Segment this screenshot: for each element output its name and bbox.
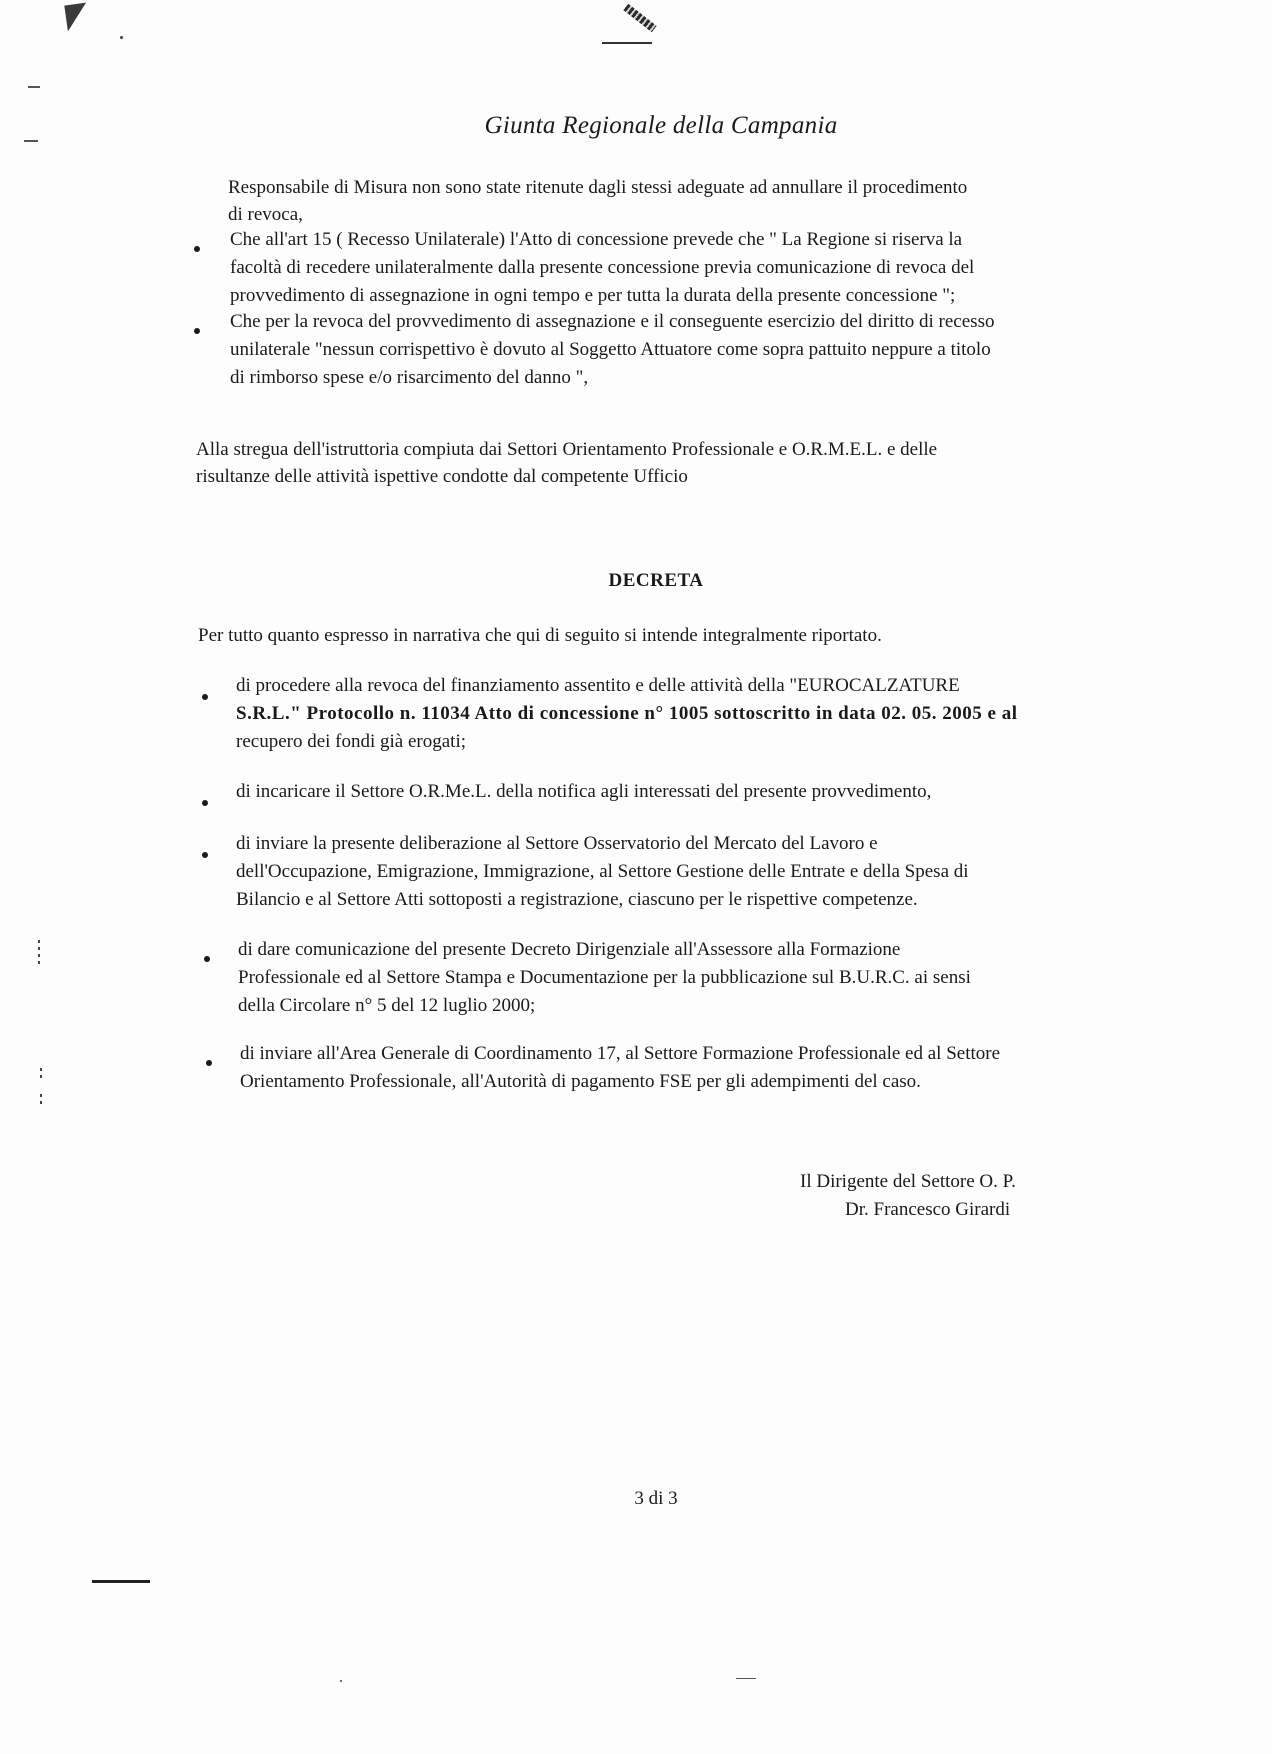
text-line: facoltà di recedere unilateralmente dalla presente concessione previa comunicazione di revoca del — [230, 257, 975, 278]
text-line: di dare comunicazione del presente Decreto Dirigenziale all'Assessore alla Formazione — [238, 939, 901, 960]
decree-lead: Per tutto quanto espresso in narrativa che qui di seguito si intende integralmente riportato. — [198, 625, 882, 646]
text-line: Professionale ed al Settore Stampa e Documentazione per la pubblicazione sul B.U.R.C. ai sensi — [238, 967, 971, 988]
premise-paragraph — [196, 436, 1104, 490]
list-item — [230, 226, 1100, 310]
signatory-name: Dr. Francesco Girardi — [845, 1199, 1011, 1220]
text-line: risultanze delle attività ispettive condotte dal competente Ufficio — [196, 466, 688, 487]
list-item — [236, 830, 1110, 914]
scan-margin-mark — [28, 86, 40, 88]
text-line: di rimborso spese e/o risarcimento del danno ", — [230, 367, 589, 388]
list-item — [240, 1040, 1112, 1096]
scan-margin-mark — [24, 140, 38, 142]
scan-margin-mark — [92, 1580, 150, 1583]
list-item — [238, 936, 1112, 1020]
text-line: S.R.L." Protocollo n. 11034 Atto di concessione n° 1005 sottoscritto in data 02. 05. 2005 e al — [236, 703, 1018, 724]
bullet-icon — [194, 246, 200, 252]
bullet-icon — [202, 800, 208, 806]
list-item — [236, 672, 1108, 756]
section-heading: DECRETA — [608, 570, 704, 591]
bullet-icon — [206, 1060, 212, 1066]
list-item — [236, 778, 1108, 806]
scan-margin-mark — [40, 1094, 42, 1104]
text-line: di inviare la presente deliberazione al Settore Osservatorio del Mercato del Lavoro e — [236, 833, 878, 854]
text-line: Orientamento Professionale, all'Autorità di pagamento FSE per gli adempimenti del caso. — [240, 1071, 921, 1092]
staple-mark — [618, 4, 658, 34]
scan-speck — [340, 1680, 342, 1682]
text-line: di inviare all'Area Generale di Coordinamento 17, al Settore Formazione Professionale ed al Settore — [240, 1043, 1001, 1064]
bullet-icon — [204, 956, 210, 962]
bullet-icon — [202, 852, 208, 858]
continuation-paragraph — [228, 174, 1100, 228]
text-line: di incaricare il Settore O.R.Me.L. della notifica agli interessati del presente provvedimento, — [236, 781, 932, 802]
text-line: recupero dei fondi già erogati; — [236, 731, 467, 752]
bullet-icon — [194, 328, 200, 334]
text-line: Alla stregua dell'istruttoria compiuta dai Settori Orientamento Professionale e O.R.M.E.L. e delle — [196, 439, 938, 460]
page-number: 3 di 3 — [634, 1488, 678, 1509]
text-line: di revoca, — [228, 204, 303, 225]
bullet-icon — [202, 694, 208, 700]
scan-margin-mark — [38, 940, 40, 968]
page-header-title: Giunta Regionale della Campania — [484, 112, 838, 139]
text-line: della Circolare n° 5 del 12 luglio 2000; — [238, 995, 536, 1016]
signatory-role: Il Dirigente del Settore O. P. — [800, 1171, 1016, 1192]
text-line: dell'Occupazione, Emigrazione, Immigrazione, al Settore Gestione delle Entrate e della Spesa di — [236, 861, 969, 882]
signature-block — [800, 1168, 1016, 1224]
text-line: Che all'art 15 ( Recesso Unilaterale) l'Atto di concessione prevede che " La Regione si riserva la — [230, 229, 963, 250]
text-line: di procedere alla revoca del finanziamento assentito e delle attività della "EUROCALZATURE — [236, 675, 960, 696]
list-item — [230, 308, 1100, 392]
scan-margin-mark — [736, 1678, 756, 1679]
text-line: provvedimento di assegnazione in ogni tempo e per tutta la durata della presente concessione "; — [230, 285, 956, 306]
scan-speck — [120, 36, 123, 39]
text-line: unilaterale "nessun corrispettivo è dovuto al Soggetto Attuatore come sopra pattuito neppure a titolo — [230, 339, 991, 360]
text-line: Bilancio e al Settore Atti sottoposti a registrazione, ciascuno per le rispettive competenze. — [236, 889, 918, 910]
scan-margin-mark — [40, 1068, 42, 1078]
text-line: Che per la revoca del provvedimento di assegnazione e il conseguente esercizio del diritto di recesso — [230, 311, 995, 332]
scan-corner-mark — [64, 3, 89, 32]
text-line: Responsabile di Misura non sono state ritenute dagli stessi adeguate ad annullare il procedimento — [228, 177, 968, 198]
